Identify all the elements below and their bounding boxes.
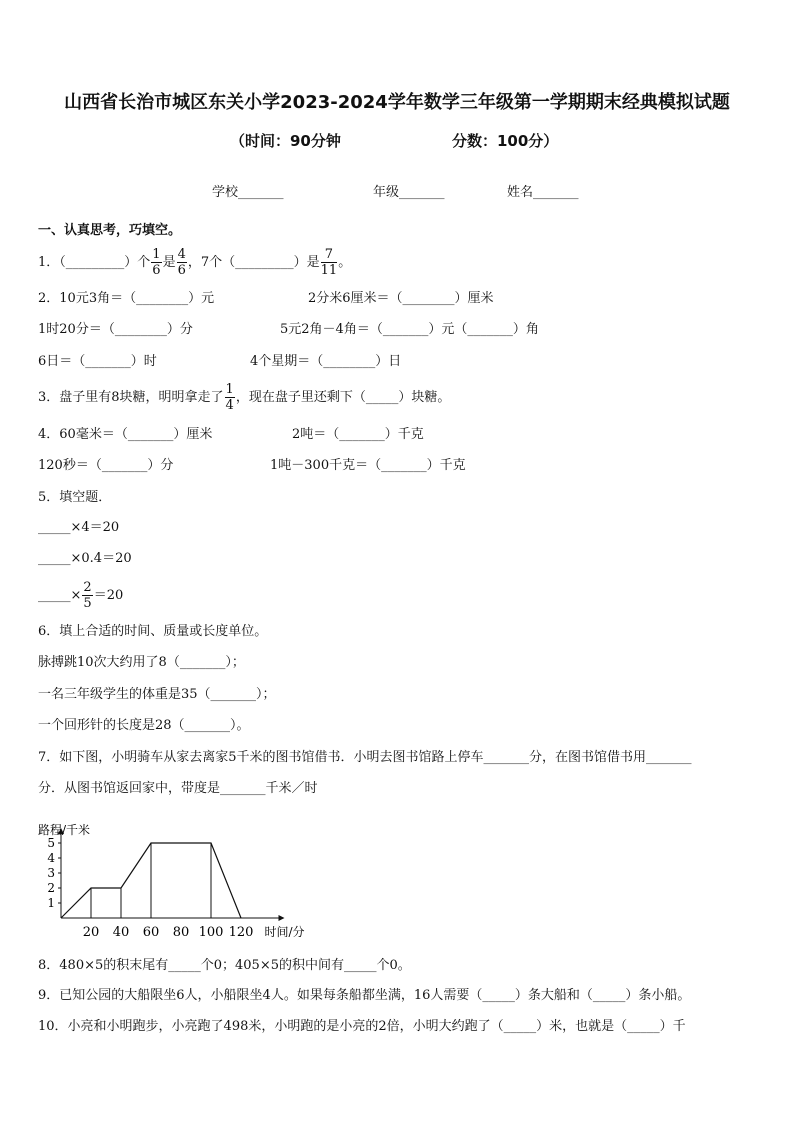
- school-field: 学校_______: [212, 185, 284, 200]
- question-9: 9．已知公园的大船限坐6人，小船限坐4人。如果每条船都坐满，16人需要（_____）条大船和（_____）条小船。: [38, 988, 691, 1003]
- y-tick-label: 3: [47, 866, 55, 880]
- question-8: 8．480×5的积末尾有_____个0；405×5的积中间有_____个0。: [38, 958, 411, 973]
- question-6-row-1: 脉搏跳10次大约用了8（_______）；: [38, 655, 245, 670]
- question-6-row-3: 一个回形针的长度是28（_______）。: [38, 718, 250, 733]
- distance-time-chart: [30, 818, 330, 946]
- x-tick-label: 40: [112, 925, 130, 940]
- y-tick-label: 1: [47, 896, 55, 910]
- question-2-line-1b: 2分米6厘米＝（________）厘米: [308, 291, 494, 306]
- y-axis-label: 路程/千米: [38, 823, 91, 837]
- fraction: $\frac{1}{6}$: [152, 247, 161, 278]
- name-field: 姓名_______: [507, 185, 579, 200]
- question-3: [38, 380, 450, 416]
- fraction: $\frac{7}{11}$: [320, 247, 338, 278]
- q3-text-a: 3．盘子里有8块糖，明明拿走了: [38, 390, 224, 405]
- x-tick-label: 80: [172, 925, 190, 940]
- section-heading: 一、认真思考，巧填空。: [38, 223, 182, 238]
- fraction: $\frac{1}{4}$: [225, 382, 234, 413]
- y-tick-label: 5: [47, 836, 55, 850]
- question-10: 10．小亮和小明跑步，小亮跑了498米，小明跑的是小亮的2倍，小明大约跑了（_____）米，也就是（_____）千: [38, 1019, 686, 1034]
- score-label: 分数：100分）: [452, 132, 559, 150]
- question-4-line-2a: 120秒＝（_______）分: [38, 458, 174, 473]
- x-axis-arrow: [279, 915, 285, 921]
- q1-text-c: ，7个（_________）是: [187, 255, 320, 270]
- grade-field: 年级_______: [373, 185, 445, 200]
- x-axis-label: 时间/分: [264, 925, 305, 939]
- question-4-line-1b: 2吨＝（_______）千克: [292, 427, 424, 442]
- time-label: （时间：90分钟: [230, 132, 341, 150]
- question-2-line-2a: 1时20分＝（________）分: [38, 322, 193, 337]
- question-5-row-3: [38, 578, 123, 614]
- page-title: 山西省长治市城区东关小学2023-2024学年数学三年级第一学期期末经典模拟试题: [64, 92, 730, 113]
- question-4-line-2b: 1吨－300千克＝（_______）千克: [270, 458, 466, 473]
- question-2-line-3b: 4个星期＝（________）日: [250, 354, 402, 369]
- fraction: $\frac{2}{5}$: [83, 580, 92, 611]
- x-tick-label: 100: [198, 925, 224, 940]
- q5-text-b: ＝20: [93, 588, 124, 603]
- q1-text-d: 。: [338, 255, 352, 270]
- x-tick-label: 120: [228, 925, 254, 940]
- q3-text-b: ，现在盘子里还剩下（_____）块糖。: [235, 390, 451, 405]
- fraction: $\frac{4}{6}$: [177, 247, 186, 278]
- question-7-line-1: 7．如下图，小明骑车从家去离家5千米的图书馆借书．小明去图书馆路上停车_______分，在图书馆借书用_______: [38, 750, 692, 765]
- question-1: [38, 245, 351, 281]
- q1-text-b: 是: [162, 255, 176, 270]
- question-7-line-2: 分．从图书馆返回家中，带度是_______千米／时: [38, 781, 318, 796]
- question-6-heading: 6．填上合适的时间、质量或长度单位。: [38, 624, 268, 639]
- question-5-row-2: _____×0.4＝20: [38, 551, 132, 566]
- question-2-line-1a: 2．10元3角＝（________）元: [38, 291, 215, 306]
- question-5-row-1: _____×4＝20: [38, 520, 120, 535]
- y-tick-label: 4: [47, 851, 55, 865]
- question-5-heading: 5．填空题．: [38, 490, 112, 505]
- question-6-row-2: 一名三年级学生的体重是35（_______）；: [38, 687, 276, 702]
- question-2-line-3a: 6日＝（_______）时: [38, 354, 157, 369]
- y-tick-label: 2: [47, 881, 55, 895]
- x-tick-label: 60: [142, 925, 160, 940]
- question-4-line-1a: 4．60毫米＝（_______）厘米: [38, 427, 213, 442]
- question-2-line-2b: 5元2角－4角＝（_______）元（_______）角: [280, 322, 539, 337]
- q5-text-a: _____×: [38, 588, 82, 603]
- x-tick-label: 20: [82, 925, 100, 940]
- q1-text-a: 1．（_________）个: [38, 255, 151, 270]
